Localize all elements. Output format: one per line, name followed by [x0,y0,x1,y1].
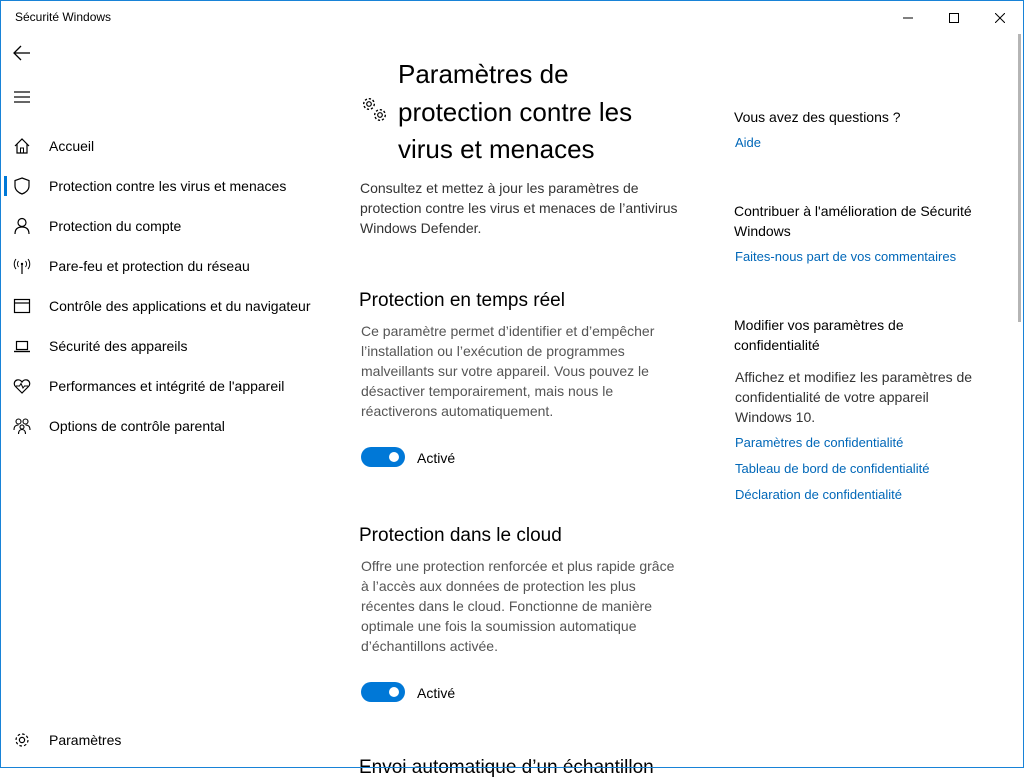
sidebar-item-virus-protection[interactable] [0,166,330,206]
back-button[interactable] [8,40,36,66]
vertical-scrollbar[interactable] [1018,34,1021,322]
close-icon [995,13,1005,23]
page-title: Paramètres de protection contre les virus et menaces [398,59,633,164]
sidebar-item-device-security[interactable] [0,326,330,366]
sidebar-item-firewall[interactable] [0,246,330,286]
realtime-protection-toggle[interactable] [361,447,405,467]
section-title-sample-submission: Envoi automatique d’un échantillon [359,757,654,778]
close-button[interactable] [977,2,1023,33]
privacy-statement-link[interactable]: Déclaration de confidentialité [735,487,902,502]
browser-icon [12,296,32,316]
help-link[interactable]: Aide [735,135,762,150]
page-description: Consultez et mettez à jour les paramètres de protection contre les virus et menaces de l’antivirus Windows Defender. [360,180,678,236]
sidebar-item-accueil[interactable] [0,126,330,166]
section-description-realtime: Ce paramètre permet d’identifier et d’empêcher l’installation ou l’exécution de programmes malveillants sur votre appareil. Vous pouvez le désactiver temporairement, mais nous le réactiverons automatiquement. [361,323,655,419]
privacy-dashboard-link[interactable]: Tableau de bord de confidentialité [735,461,930,476]
sidebar-item-settings[interactable] [0,720,330,760]
sidebar-item-label: Pare-feu et protection du réseau [49,258,250,274]
family-icon [12,416,32,436]
minimize-button[interactable] [885,2,931,33]
sidebar-item-family-options[interactable] [0,406,330,446]
laptop-icon [12,336,32,356]
toggle-knob [389,687,399,697]
feedback-link[interactable]: Faites-nous part de vos commentaires [735,249,957,264]
sidebar-item-label: Performances et intégrité de l'appareil [49,378,285,394]
gear-icon [12,730,32,750]
questions-heading: Vous avez des questions ? [734,109,901,125]
sidebar-item-label: Protection du compte [49,218,182,234]
sidebar-item-label: Paramètres [49,732,122,748]
sidebar-item-label: Accueil [49,138,95,154]
privacy-settings-link[interactable]: Paramètres de confidentialité [735,435,904,450]
person-icon [12,216,32,236]
sidebar-item-label: Options de contrôle parental [49,418,225,434]
heart-pulse-icon [12,376,32,396]
hamburger-menu-button[interactable] [8,84,36,110]
shield-icon [12,176,32,196]
home-icon [12,136,32,156]
sidebar-item-app-browser-control[interactable] [0,286,330,326]
cloud-protection-toggle[interactable] [361,682,405,702]
section-title-cloud: Protection dans le cloud [359,525,562,546]
sidebar-item-label: Protection contre les virus et menaces [49,178,287,194]
maximize-button[interactable] [931,2,977,33]
contribute-heading: Contribuer à l'amélioration de Sécurité Windows [734,203,972,239]
toggle-knob [389,452,399,462]
section-description-cloud: Offre une protection renforcée et plus rapide grâce à l’accès aux données de protection les plus récentes dans le cloud. Fonctionne de manière optimale une fois la soumission automatique d’échantillons activée. [361,558,675,654]
sidebar-item-account-protection[interactable] [0,206,330,246]
realtime-toggle-label: Activé [417,450,456,466]
maximize-icon [949,13,959,23]
sidebar-item-device-performance[interactable] [0,366,330,406]
back-arrow-icon [13,45,31,61]
sidebar-item-label: Sécurité des appareils [49,338,188,354]
minimize-icon [903,13,913,23]
title-bar [1,1,1023,33]
gears-icon [361,96,389,124]
window-title: Sécurité Windows [15,10,112,24]
privacy-heading: Modifier vos paramètres de confidentialité [734,317,904,353]
section-title-realtime: Protection en temps réel [359,290,565,311]
hamburger-icon [14,91,30,103]
privacy-description: Affichez et modifiez les paramètres de confidentialité de votre appareil Windows 10. [735,369,973,425]
sidebar-item-label: Contrôle des applications et du navigateur [49,298,311,314]
cloud-toggle-label: Activé [417,685,456,701]
wifi-icon [12,256,32,276]
